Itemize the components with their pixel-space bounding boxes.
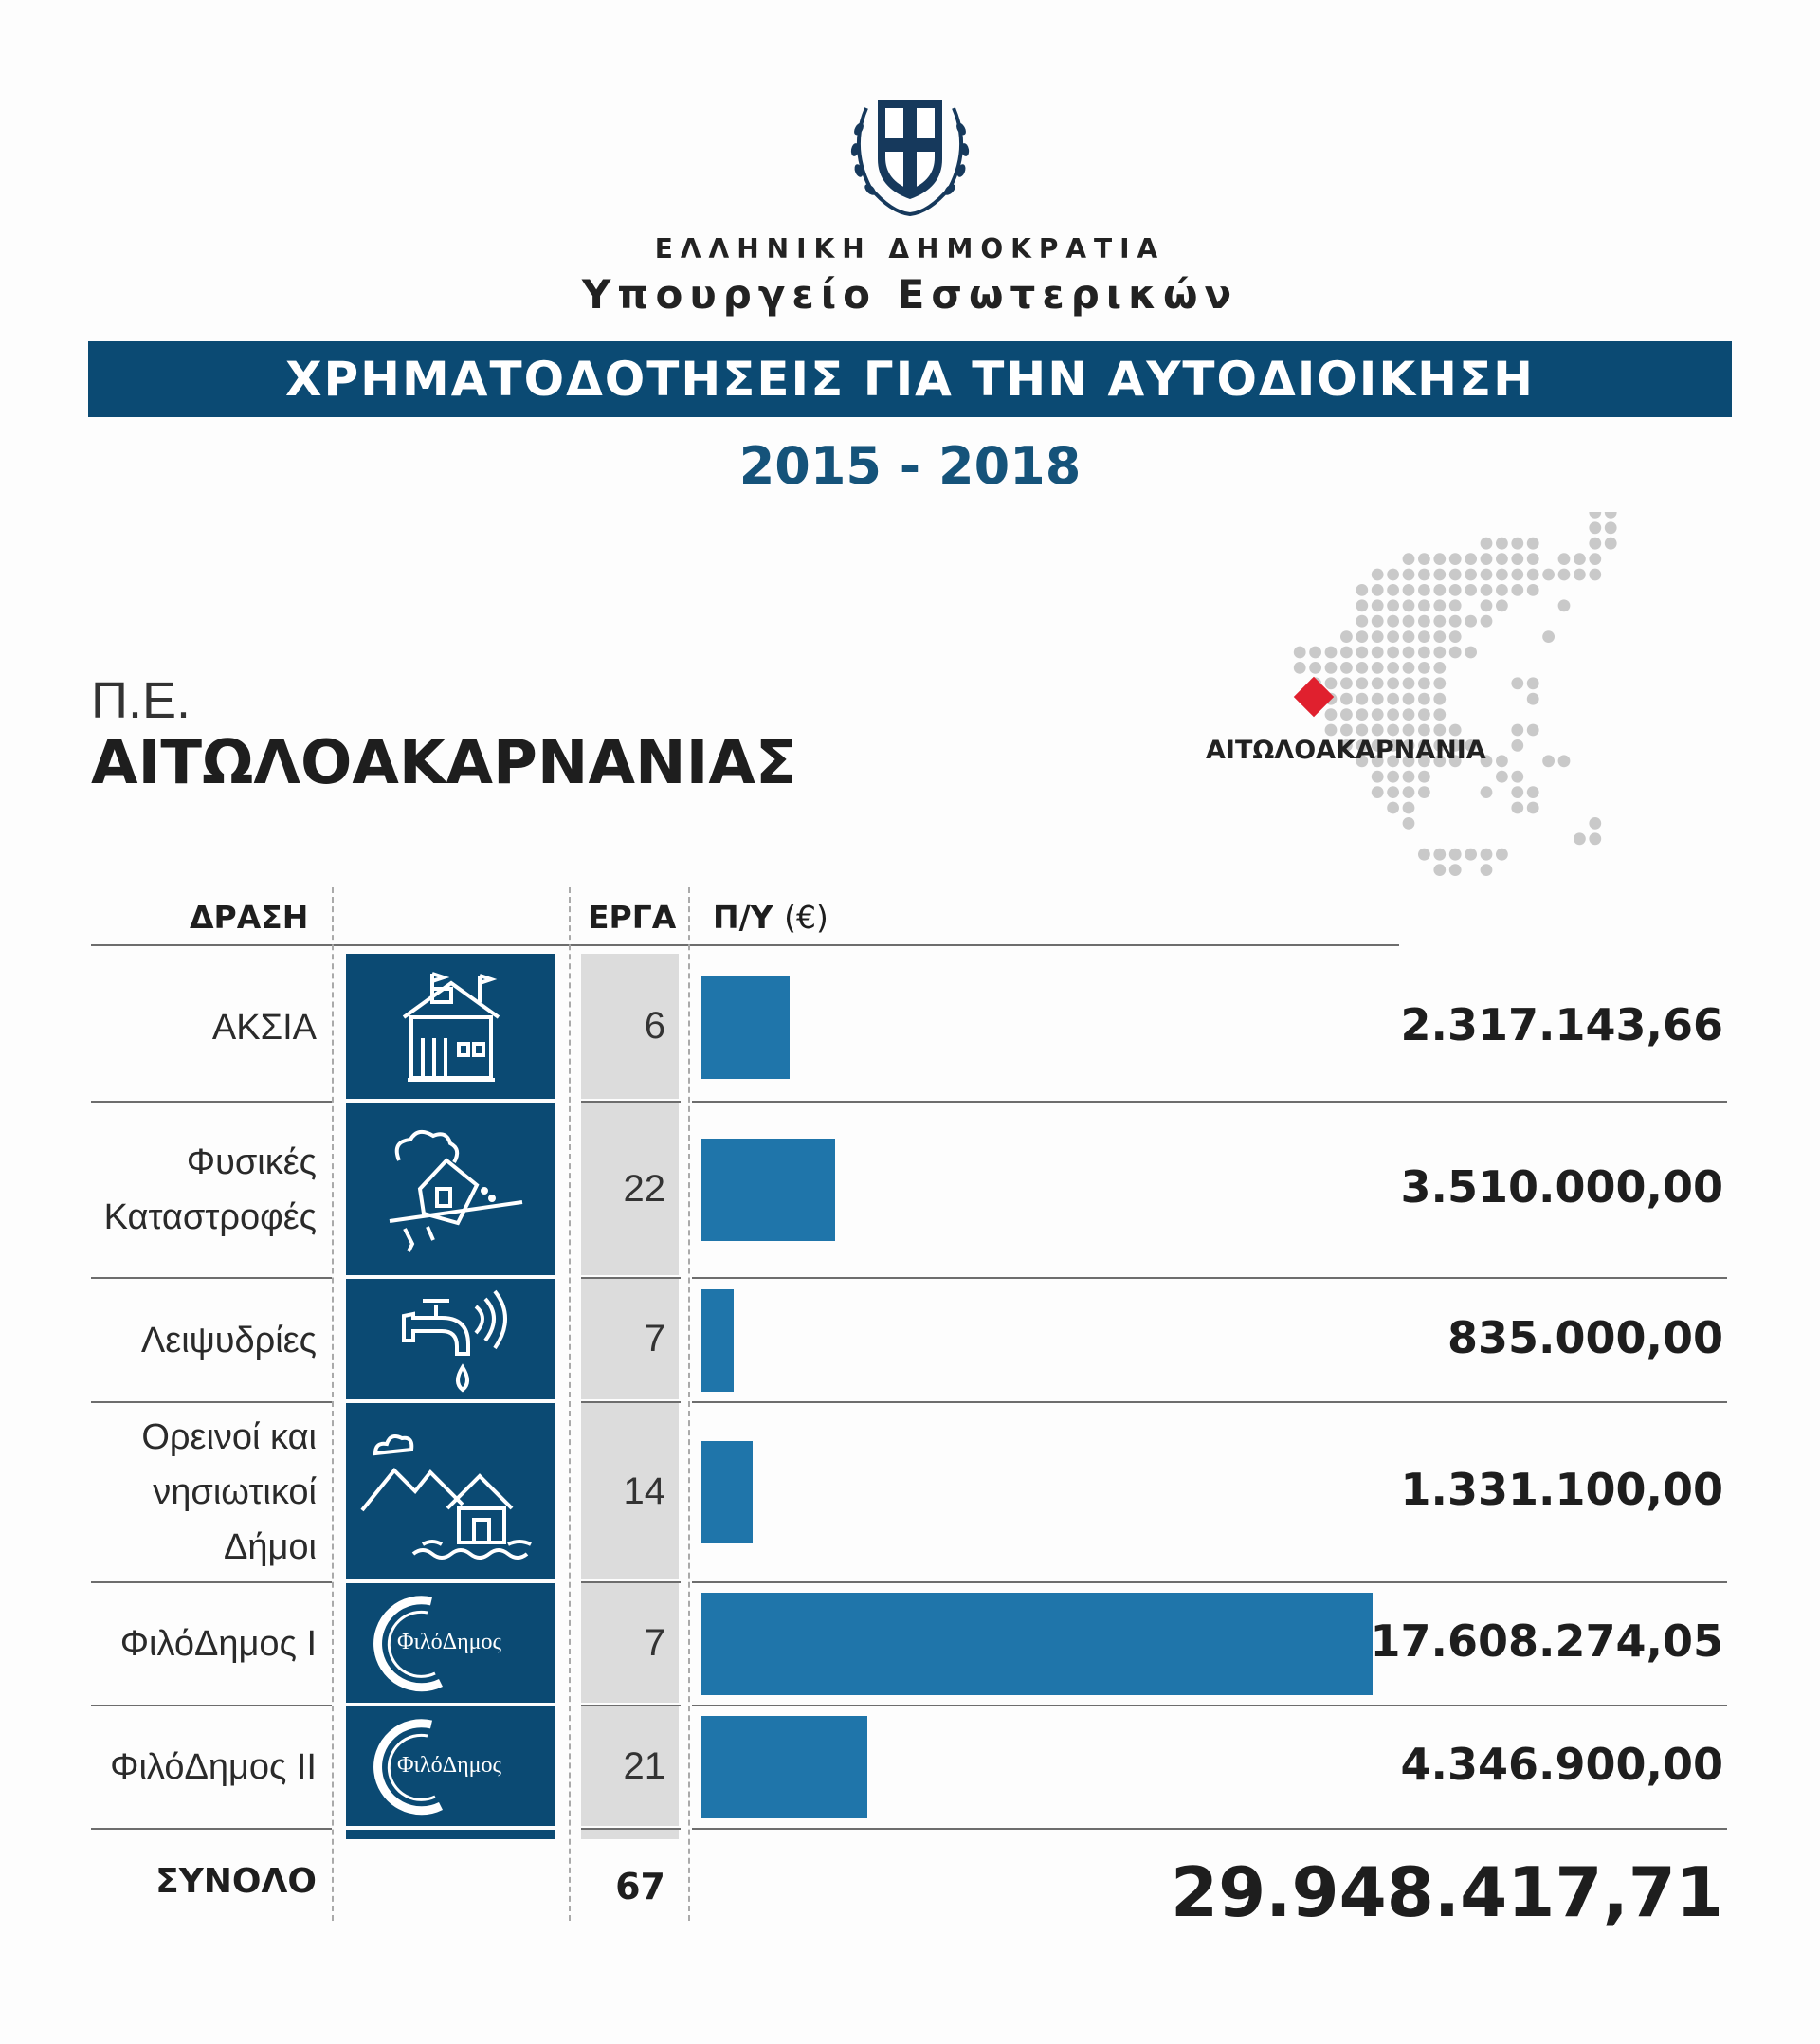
budget-bar (701, 1441, 753, 1543)
map-dot (1511, 724, 1523, 737)
map-dot (1449, 849, 1462, 861)
map-dot (1418, 693, 1430, 705)
map-dot (1496, 553, 1508, 565)
budget-bar (701, 1289, 734, 1392)
map-dot (1403, 584, 1415, 596)
map-dot (1387, 786, 1399, 798)
map-dot (1340, 693, 1353, 705)
mountain-island-house-icon (346, 1403, 555, 1579)
map-dot (1356, 599, 1368, 611)
map-dot (1542, 569, 1555, 581)
budget-value-label: 2.317.143,66 (1400, 998, 1723, 1050)
category-label-line: ΦιλόΔημος Ι (119, 1624, 317, 1664)
map-dot (1403, 677, 1415, 689)
category-label-line: Καταστροφές (103, 1197, 317, 1237)
map-dot (1465, 584, 1477, 596)
map-dot (1387, 599, 1399, 611)
category-label-line: νησιωτικοί (153, 1472, 317, 1512)
map-dot (1403, 724, 1415, 737)
map-dot (1481, 786, 1493, 798)
projects-column-end (581, 1830, 679, 1839)
map-dot (1403, 817, 1415, 830)
title-banner (88, 341, 1732, 417)
map-dot (1496, 849, 1508, 861)
map-dot (1449, 569, 1462, 581)
map-dot (1433, 662, 1446, 674)
map-dot (1589, 569, 1601, 581)
header-rule (91, 944, 1399, 946)
map-dot (1356, 647, 1368, 659)
map-dot (1403, 786, 1415, 798)
map-dot (1403, 662, 1415, 674)
map-dot (1356, 708, 1368, 721)
map-dot (1387, 771, 1399, 783)
map-dot (1433, 647, 1446, 659)
map-dot (1356, 693, 1368, 705)
map-dot (1403, 647, 1415, 659)
map-dot (1589, 553, 1601, 565)
map-dot (1387, 615, 1399, 628)
map-dot (1418, 553, 1430, 565)
column-divider (332, 887, 334, 1921)
map-dot (1433, 569, 1446, 581)
map-dot (1527, 724, 1539, 737)
map-dot (1325, 677, 1338, 689)
map-dot (1527, 786, 1539, 798)
map-dot (1340, 647, 1353, 659)
row-separator (692, 1828, 1727, 1830)
filodimos-logo-text: ΦιλόΔημος (396, 1630, 501, 1654)
map-dot (1496, 771, 1508, 783)
map-dot (1605, 521, 1617, 534)
map-dot (1511, 771, 1523, 783)
map-dot (1418, 771, 1430, 783)
map-dot (1589, 521, 1601, 534)
map-dot (1340, 630, 1353, 643)
map-dot (1340, 662, 1353, 674)
map-dot (1403, 802, 1415, 814)
map-dot (1387, 662, 1399, 674)
map-dot (1574, 832, 1586, 845)
map-dot (1527, 569, 1539, 581)
map-dot (1294, 662, 1306, 674)
map-dot (1527, 584, 1539, 596)
map-dot (1418, 647, 1430, 659)
map-dot (1558, 755, 1571, 767)
map-dot (1372, 708, 1384, 721)
map-dot (1387, 724, 1399, 737)
map-dot (1356, 630, 1368, 643)
map-dot (1356, 677, 1368, 689)
filodimos-logo-text: ΦιλόΔημος (396, 1753, 501, 1778)
budget-bar (701, 976, 790, 1079)
map-dot (1574, 569, 1586, 581)
map-dot (1403, 615, 1415, 628)
map-dot (1558, 553, 1571, 565)
map-dot (1372, 771, 1384, 783)
filodimos-logo-icon (346, 1583, 555, 1703)
map-dot (1387, 677, 1399, 689)
republic-heading: ΕΛΛΗΝΙΚΗ ΔΗΜΟΚΡΑΤΙΑ (654, 233, 1166, 265)
map-dot (1387, 584, 1399, 596)
map-dot (1527, 553, 1539, 565)
map-dot (1511, 553, 1523, 565)
category-label (76, 1403, 317, 1581)
map-dot (1589, 817, 1601, 830)
map-dot (1465, 569, 1477, 581)
map-dot (1527, 538, 1539, 550)
map-dot (1481, 538, 1493, 550)
map-dot (1325, 662, 1338, 674)
map-dot (1418, 615, 1430, 628)
map-dot (1294, 647, 1306, 659)
category-label (76, 1706, 317, 1828)
map-dot (1372, 630, 1384, 643)
map-dot (1542, 755, 1555, 767)
map-dot (1418, 677, 1430, 689)
map-dot (1372, 677, 1384, 689)
map-dot (1340, 677, 1353, 689)
map-dot (1511, 584, 1523, 596)
map-dot (1481, 615, 1493, 628)
map-dot (1403, 599, 1415, 611)
map-dot (1496, 569, 1508, 581)
map-dot (1496, 599, 1508, 611)
projects-count: 7 (581, 1583, 679, 1703)
map-dot (1433, 553, 1446, 565)
map-dot (1433, 693, 1446, 705)
map-dot (1511, 786, 1523, 798)
map-dot (1465, 647, 1477, 659)
map-dot (1372, 724, 1384, 737)
map-dot (1481, 584, 1493, 596)
map-dot (1449, 599, 1462, 611)
banner-title: ΧΡΗΜΑΤΟΔΟΤΗΣΕΙΣ ΓΙΑ ΤΗΝ ΑΥΤΟΔΙΟΙΚΗΣΗ (284, 352, 1536, 407)
map-dot (1387, 569, 1399, 581)
map-dot (1309, 662, 1321, 674)
budget-value-label: 1.331.100,00 (1400, 1464, 1723, 1515)
filodimos-logo-icon (346, 1706, 555, 1826)
map-dot (1496, 755, 1508, 767)
map-dot (1418, 599, 1430, 611)
map-dot (1605, 512, 1617, 519)
map-dot (1433, 864, 1446, 876)
region-prefix: Π.Ε. (91, 672, 191, 729)
map-dot (1356, 584, 1368, 596)
map-dot (1481, 599, 1493, 611)
map-dot (1589, 832, 1601, 845)
map-dot (1418, 724, 1430, 737)
map-dot (1527, 677, 1539, 689)
map-dot (1574, 553, 1586, 565)
map-dot (1433, 584, 1446, 596)
budget-value-label: 17.608.274,05 (1370, 1615, 1723, 1667)
budget-unit: (€) (784, 899, 828, 936)
map-dot (1340, 724, 1353, 737)
school-building-icon (346, 954, 555, 1099)
row-separator (91, 1828, 332, 1830)
map-dot (1511, 739, 1523, 752)
map-dot (1481, 569, 1493, 581)
total-label: ΣΥΝΟΛΟ (155, 1862, 317, 1901)
category-label (76, 954, 317, 1101)
years-subtitle: 2015 - 2018 (738, 436, 1082, 496)
map-dot (1481, 553, 1493, 565)
row-separator (692, 1277, 1727, 1279)
map-dot (1433, 630, 1446, 643)
map-dot (1465, 849, 1477, 861)
budget-bar (701, 1593, 1373, 1695)
map-dot (1403, 693, 1415, 705)
projects-count: 7 (581, 1279, 679, 1399)
map-dot (1325, 708, 1338, 721)
category-label-line: Λειψυδρίες (140, 1320, 317, 1360)
map-region-label: ΑΙΤΩΛΟΑΚΑΡΝΑΝΙΑ (1206, 736, 1486, 765)
map-dot (1527, 802, 1539, 814)
map-dot (1433, 615, 1446, 628)
map-dot (1589, 512, 1601, 519)
map-dot (1372, 569, 1384, 581)
category-label-line: ΦιλόΔημος ΙΙ (110, 1747, 317, 1787)
projects-count: 22 (581, 1103, 679, 1275)
row-separator (692, 1705, 1727, 1706)
category-label-line: Ορεινοί και (141, 1417, 317, 1457)
map-dot (1449, 630, 1462, 643)
category-label-line: Φυσικές (186, 1142, 317, 1182)
column-divider (569, 887, 571, 1921)
category-label-line: Δήμοι (224, 1527, 317, 1567)
map-dot (1496, 584, 1508, 596)
map-dot (1433, 724, 1446, 737)
map-dot (1340, 708, 1353, 721)
row-separator (692, 1101, 1727, 1103)
map-dot (1449, 584, 1462, 596)
column-divider (688, 887, 690, 1921)
map-dot (1433, 708, 1446, 721)
map-dot (1418, 584, 1430, 596)
natural-disaster-house-icon (346, 1103, 555, 1275)
budget-value-label: 835.000,00 (1447, 1311, 1723, 1363)
budget-value-label: 4.346.900,00 (1400, 1739, 1723, 1790)
total-projects: 67 (615, 1866, 665, 1907)
column-header-projects: ΕΡΓΑ (588, 899, 677, 936)
map-dot (1558, 599, 1571, 611)
map-dot (1387, 630, 1399, 643)
greek-coat-of-arms-icon (838, 82, 982, 222)
map-dot (1372, 647, 1384, 659)
map-dot (1403, 569, 1415, 581)
map-dot (1403, 771, 1415, 783)
map-dot (1558, 569, 1571, 581)
projects-count: 6 (581, 954, 679, 1099)
map-dot (1372, 662, 1384, 674)
map-dot (1433, 849, 1446, 861)
column-header-action: ΔΡΑΣΗ (190, 899, 309, 936)
water-tap-icon (346, 1279, 555, 1399)
map-dot (1387, 708, 1399, 721)
budget-label: Π/Υ (713, 899, 774, 936)
map-dot (1372, 693, 1384, 705)
icon-column-end (346, 1830, 555, 1839)
map-dot (1372, 599, 1384, 611)
map-dot (1387, 647, 1399, 659)
category-label-line: ΑΚΣΙΑ (211, 1007, 317, 1048)
category-label (76, 1103, 317, 1277)
map-dot (1403, 708, 1415, 721)
projects-count: 21 (581, 1706, 679, 1826)
map-dot (1481, 864, 1493, 876)
map-dot (1527, 693, 1539, 705)
map-dot (1465, 615, 1477, 628)
projects-count: 14 (581, 1403, 679, 1579)
map-dot (1465, 553, 1477, 565)
map-dot (1356, 615, 1368, 628)
map-dot (1372, 786, 1384, 798)
map-dot (1433, 677, 1446, 689)
map-dot (1481, 849, 1493, 861)
row-separator (692, 1401, 1727, 1403)
map-dot (1418, 786, 1430, 798)
row-separator (692, 1581, 1727, 1583)
map-dot (1542, 630, 1555, 643)
map-dot (1449, 724, 1462, 737)
ministry-heading: Υπουργείο Εσωτερικών (581, 271, 1239, 318)
map-dot (1449, 553, 1462, 565)
map-dot (1309, 647, 1321, 659)
map-dot (1387, 693, 1399, 705)
map-dot (1418, 630, 1430, 643)
total-value: 29.948.417,71 (1170, 1852, 1723, 1932)
budget-bar (701, 1139, 835, 1241)
map-dot (1605, 538, 1617, 550)
budget-bar (701, 1716, 867, 1818)
region-name: ΑΙΤΩΛΟΑΚΑΡΝΑΝΙΑΣ (91, 728, 797, 798)
map-dot (1511, 569, 1523, 581)
map-dot (1387, 802, 1399, 814)
map-dot (1589, 538, 1601, 550)
map-dot (1433, 599, 1446, 611)
budget-value-label: 3.510.000,00 (1400, 1161, 1723, 1213)
map-dot (1418, 569, 1430, 581)
map-dot (1418, 662, 1430, 674)
map-dot (1403, 630, 1415, 643)
map-dot (1372, 615, 1384, 628)
map-dot (1449, 647, 1462, 659)
map-dot (1496, 538, 1508, 550)
column-header-budget (713, 899, 828, 936)
map-dot (1511, 677, 1523, 689)
category-label (76, 1279, 317, 1401)
map-dot (1356, 724, 1368, 737)
map-dot (1325, 724, 1338, 737)
map-dot (1449, 864, 1462, 876)
map-dot (1356, 662, 1368, 674)
map-dot (1511, 538, 1523, 550)
map-dot (1511, 802, 1523, 814)
category-label (76, 1583, 317, 1705)
map-dot (1403, 553, 1415, 565)
map-dot (1418, 708, 1430, 721)
map-dot (1372, 584, 1384, 596)
map-dot (1325, 647, 1338, 659)
map-dot (1449, 615, 1462, 628)
map-dot (1418, 849, 1430, 861)
